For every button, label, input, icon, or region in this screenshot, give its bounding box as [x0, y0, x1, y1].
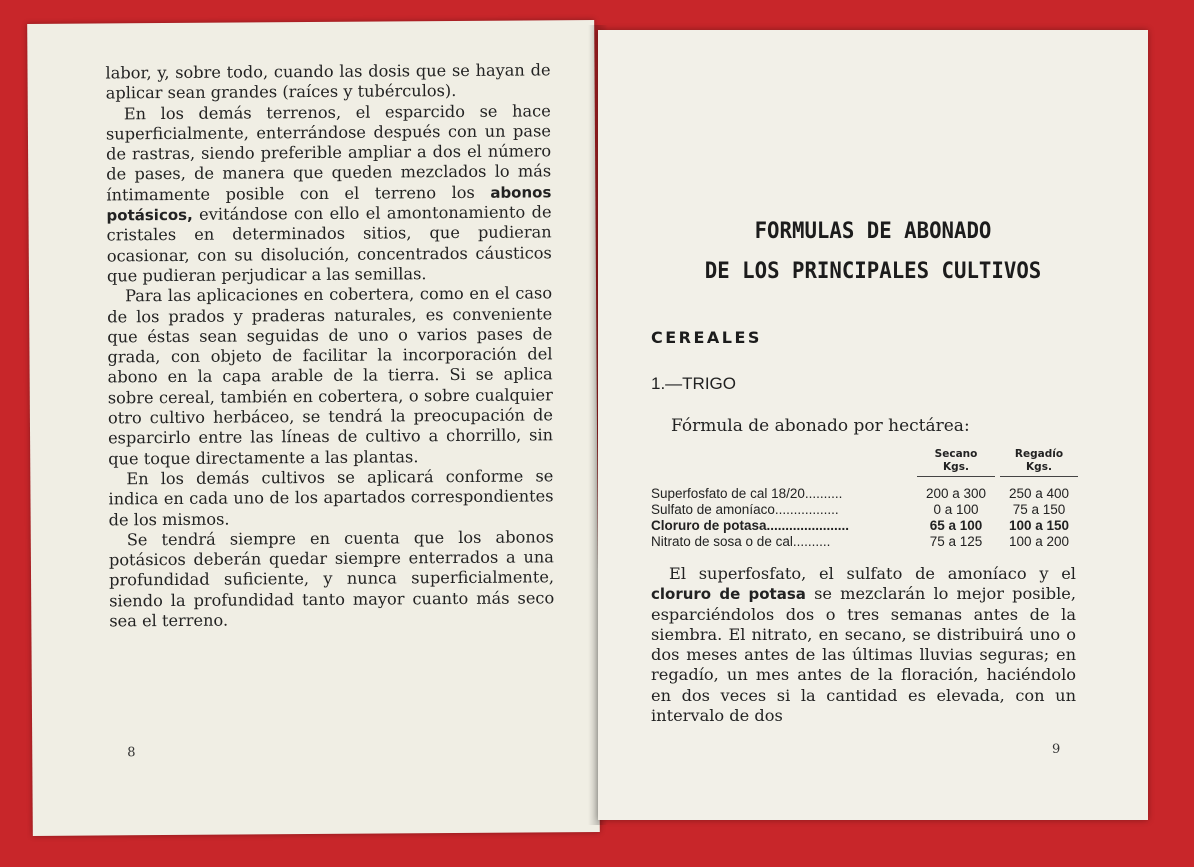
- text-run: En los demás terrenos, el esparcido se hace superficialmente, enterrándose después con un pase de rastras, siendo preferible ampliar a dos el número de pases, de manera que queden mezclados lo más íntimamente posible con el terreno los: [105, 100, 552, 205]
- paragraph: [651, 564, 1076, 726]
- row-name: Superfosfato de cal 18/20..........: [651, 486, 843, 501]
- formula-row: [651, 534, 1083, 551]
- text-run: evitándose con ello el amontonamiento de cristales en determinados sitios, que pudieran ocasionar, con su disolución, concentrados cáusticos que pudieran perjudicar a las semillas.: [106, 202, 552, 286]
- row-regadio-value: 75 a 150: [1012, 502, 1066, 517]
- column-header-secano-unit: Kgs.: [943, 461, 969, 473]
- row-regadio-value: 100 a 150: [1008, 518, 1070, 533]
- text-run: se mezclarán lo mejor posible, esparciéndolos dos o tres semanas antes de la siembra. El nitrato, en secano, se distribuirá uno o dos meses antes de las últimas lluvias seguras; en regadío, un mes antes de la floración, haciéndolo en dos veces si la cantidad es elevada, con un intervalo de dos: [651, 584, 1076, 726]
- text-run: En los demás cultivos se aplicará conforme se indica en cada uno de los apartados correspondientes de los mismos.: [108, 466, 554, 529]
- formula-row: [651, 502, 1083, 519]
- paragraph: [106, 101, 552, 287]
- column-header-regadio-label: Regadío: [1014, 448, 1064, 460]
- text-run: Se tendrá siempre en cuenta que los abonos potásicos deberán quedar siempre enterrados a una profundidad suficiente, y nunca superficialmente, siendo la profundidad tanto mayor cuanto más seco sea el terreno.: [108, 527, 555, 631]
- left-page-text: [105, 60, 554, 631]
- row-secano-value: 200 a 300: [925, 486, 987, 501]
- column-header-secano: [917, 448, 995, 477]
- paragraph: [108, 466, 553, 530]
- page-number-right: 9: [1052, 742, 1061, 757]
- page-title-line2: DE LOS PRINCIPALES CULTIVOS: [704, 258, 1042, 284]
- row-secano-value: 0 a 100: [933, 502, 979, 517]
- formula-row: [651, 518, 1083, 535]
- section-heading: CEREALES: [651, 328, 762, 347]
- text-run: Para las aplicaciones en cobertera, como en el caso de los prados y praderas naturales, es conveniente que éstas sean seguidas de uno o varios pases de grada, con objeto de facilitar la incorporación del abono en la capa arable de la tierra. Si se aplica sobre cereal, también en cobertera, o sobre cualquier otro cultivo herbáceo, se tendrá la preocupación de esparcirlo entre las líneas de cultivo a chorrillo, sin que toque directamente a las plantas.: [107, 283, 554, 469]
- paragraph: [107, 284, 553, 470]
- column-header-regadio-unit: Kgs.: [1026, 461, 1052, 473]
- paragraph: [109, 527, 555, 632]
- row-secano-value: 65 a 100: [929, 518, 983, 533]
- row-name: Cloruro de potasa......................: [651, 518, 850, 533]
- column-header-regadio: [1000, 448, 1078, 477]
- subsection-heading: 1.—TRIGO: [651, 374, 737, 393]
- left-page: [27, 20, 600, 836]
- bold-run: abonos potásicos,: [106, 183, 552, 225]
- right-page: [598, 30, 1148, 820]
- bold-run: cloruro de potasa: [651, 585, 806, 604]
- formula-intro: Fórmula de abonado por hectárea:: [671, 416, 970, 436]
- row-regadio-value: 250 a 400: [1008, 486, 1070, 501]
- column-header-secano-label: Secano: [934, 448, 978, 460]
- row-secano-value: 75 a 125: [929, 534, 983, 549]
- page-title-line1: FORMULAS DE ABONADO: [754, 218, 992, 244]
- paragraph: [105, 60, 550, 104]
- row-name: Nitrato de sosa o de cal..........: [651, 534, 831, 549]
- page-number-left: 8: [127, 745, 136, 761]
- row-name: Sulfato de amoníaco.................: [651, 502, 839, 517]
- text-run: labor, y, sobre todo, cuando las dosis que se hayan de aplicar sean grandes (raíces y tubérculos).: [105, 60, 551, 103]
- row-regadio-value: 100 a 200: [1008, 534, 1070, 549]
- right-page-text: [651, 564, 1076, 726]
- formula-row: [651, 486, 1083, 503]
- text-run: El superfosfato, el sulfato de amoníaco y el: [669, 564, 1076, 583]
